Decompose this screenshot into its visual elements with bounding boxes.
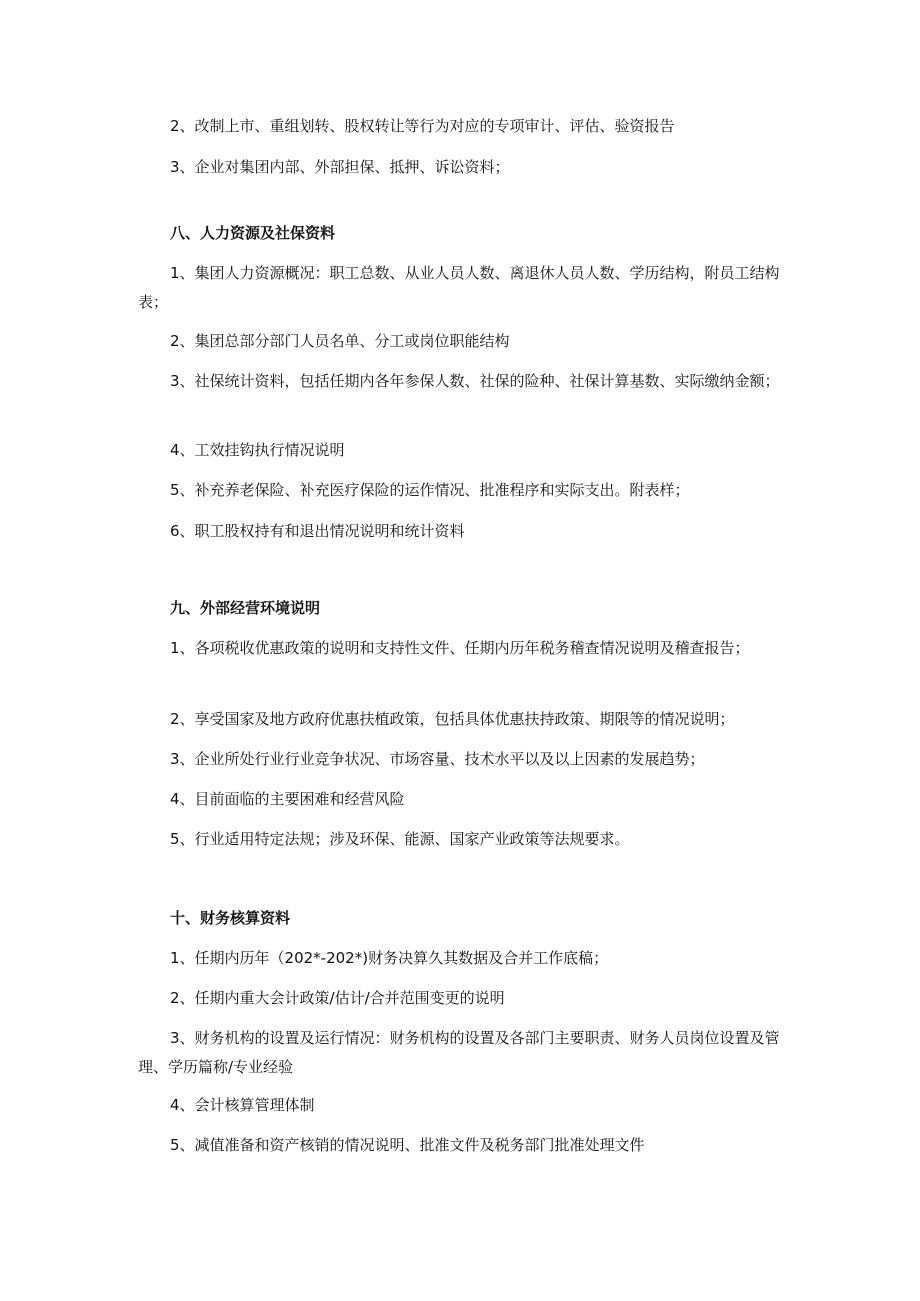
list-item: 1、任期内历年（202*-202*)财务决算久其数据及合并工作底稿； xyxy=(170,949,609,967)
list-item: 4、工效挂钩执行情况说明 xyxy=(170,441,345,459)
list-item: 5、减值准备和资产核销的情况说明、批准文件及税务部门批准处理文件 xyxy=(170,1136,645,1154)
list-item: 6、职工股权持有和退出情况说明和统计资料 xyxy=(170,522,465,540)
list-item: 1、各项税收优惠政策的说明和支持性文件、任期内历年税务稽查情况说明及稽查报告； xyxy=(170,639,750,657)
list-item: 4、会计核算管理体制 xyxy=(170,1096,315,1114)
section-heading: 九、外部经营环境说明 xyxy=(170,599,321,617)
list-item: 3、企业对集团内部、外部担保、抵押、诉讼资料； xyxy=(170,158,510,176)
list-item: 5、行业适用特定法规；涉及环保、能源、国家产业政策等法规要求。 xyxy=(170,830,630,848)
list-item: 2、享受国家及地方政府优惠扶植政策，包括具体优惠扶持政策、期限等的情况说明； xyxy=(170,710,735,728)
section-heading: 十、财务核算资料 xyxy=(170,909,291,927)
list-item: 2、改制上市、重组划转、股权转让等行为对应的专项审计、评估、验资报告 xyxy=(170,117,675,135)
list-item: 3、社保统计资料，包括任期内各年参保人数、社保的险种、社保计算基数、实际缴纳金额； xyxy=(170,372,780,390)
list-item: 5、补充养老保险、补充医疗保险的运作情况、批准程序和实际支出。附表样； xyxy=(170,481,690,499)
list-item: 2、集团总部分部门人员名单、分工或岗位职能结构 xyxy=(170,332,510,350)
list-item: 3、企业所处行业行业竞争状况、市场容量、技术水平以及以上因素的发展趋势； xyxy=(170,750,705,768)
list-item: 2、任期内重大会计政策/估计/合并范围变更的说明 xyxy=(170,989,505,1007)
list-item: 3、财务机构的设置及运行情况：财务机构的设置及各部门主要职责、财务人员岗位设置及管理、学历篇称/专业经验 xyxy=(138,1029,780,1076)
list-item: 1、集团人力资源概况：职工总数、从业人员人数、离退休人员人数、学历结构，附员工结构表； xyxy=(138,264,780,311)
list-item: 4、目前面临的主要困难和经营风险 xyxy=(170,790,405,808)
section-heading: 八、人力资源及社保资料 xyxy=(170,224,336,242)
